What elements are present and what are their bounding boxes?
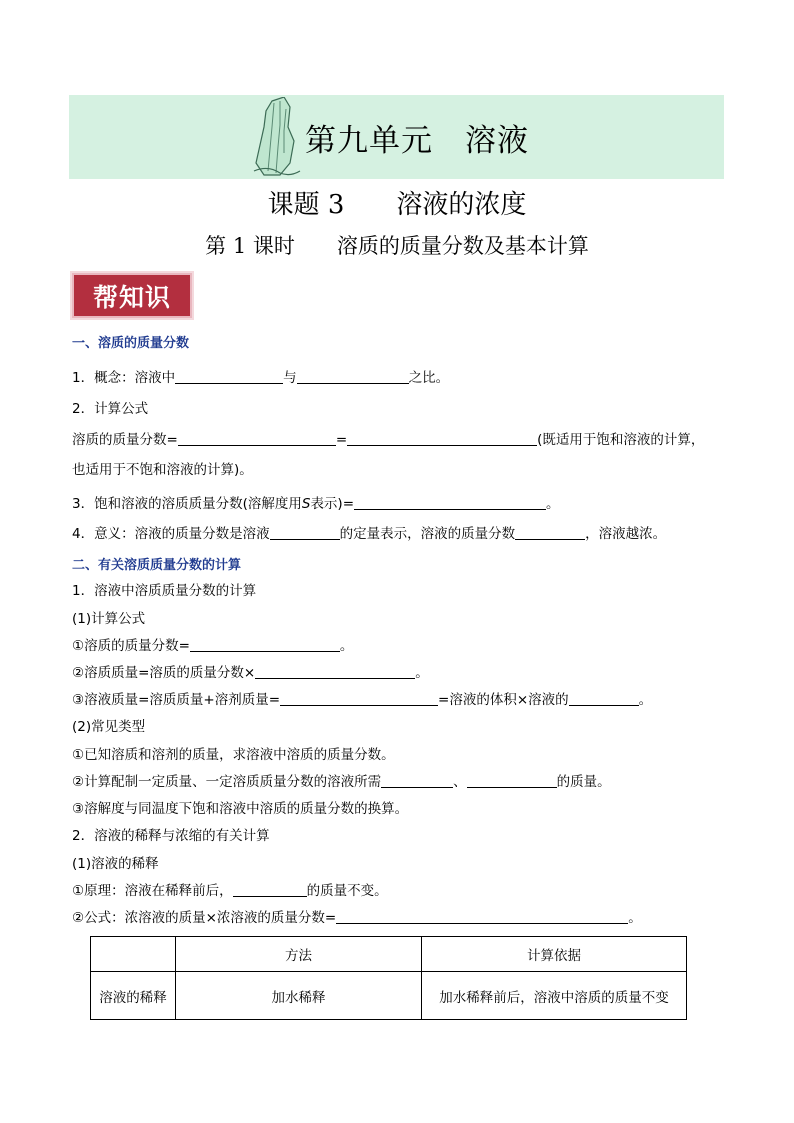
blank [255, 664, 415, 679]
blank [175, 369, 283, 384]
dilution-formula: ②公式：浓溶液的质量×浓溶液的质量分数= 。 [72, 910, 642, 926]
type-1: ①已知溶质和溶剂的质量，求溶液中溶质的质量分数。 [72, 747, 395, 763]
period-title: 第 1 课时 溶质的质量分数及基本计算 [205, 234, 589, 258]
blank [354, 495, 546, 510]
lesson-title: 课题 3 溶液的浓度 [267, 190, 527, 220]
formula-1: ①溶质的质量分数= 。 [72, 638, 354, 654]
blank [190, 637, 340, 652]
table-header-cell [91, 937, 176, 972]
blank [569, 691, 639, 706]
common-types-heading: (2)常见类型 [72, 719, 146, 735]
dilution-table [90, 936, 687, 1020]
blank [178, 431, 336, 446]
formula-2: ②溶质质量=溶质的质量分数× 。 [72, 665, 429, 681]
blank [381, 773, 453, 788]
blank [467, 773, 557, 788]
blank [233, 882, 307, 897]
formula-note: 也适用于不饱和溶液的计算)。 [72, 462, 253, 478]
type-3: ③溶解度与同温度下饱和溶液中溶质的质量分数的换算。 [72, 801, 409, 817]
dilution-heading: (1)溶液的稀释 [72, 856, 159, 872]
blank [297, 369, 409, 384]
subsection-1: 1．溶液中溶质质量分数的计算 [72, 583, 257, 599]
blank [336, 909, 628, 924]
badge-label: 帮知识 [92, 283, 171, 312]
waterfall-rock-icon [250, 97, 304, 177]
table-cell: 加水稀释 [176, 972, 422, 1020]
formula-heading: 2．计算公式 [72, 401, 149, 417]
formula-line: 溶质的质量分数= = (既适用于饱和溶液的计算， [72, 432, 705, 448]
type-2: ②计算配制一定质量、一定溶质质量分数的溶液所需 、 的质量。 [72, 774, 611, 790]
unit-title: 第九单元 溶液 [305, 123, 529, 159]
table-cell: 加水稀释前后，溶液中溶质的质量不变 [422, 972, 687, 1020]
section-badge [72, 273, 192, 318]
formula-3: ③溶液质量=溶质质量+溶剂质量= =溶液的体积×溶液的 。 [72, 692, 653, 708]
subsection-2: 2．溶液的稀释与浓缩的有关计算 [72, 828, 270, 844]
table-header-cell: 方法 [176, 937, 422, 972]
blank [270, 525, 340, 540]
meaning-line: 4．意义：溶液的质量分数是溶液 的定量表示，溶液的质量分数 ，溶液越浓。 [72, 526, 667, 542]
blank [347, 431, 537, 446]
table-header-cell: 计算依据 [422, 937, 687, 972]
concept-line: 1．概念：溶液中 与 之比。 [72, 370, 450, 386]
section1-heading: 一、溶质的质量分数 [72, 336, 190, 351]
table-row [91, 972, 687, 1020]
section2-heading: 二、有关溶质质量分数的计算 [72, 558, 242, 573]
table-header-row [91, 937, 687, 972]
dilution-principle: ①原理：溶液在稀释前后， 的质量不变。 [72, 883, 388, 899]
blank [280, 691, 438, 706]
blank [515, 525, 585, 540]
calc-formula-heading: (1)计算公式 [72, 611, 146, 627]
saturated-line: 3．饱和溶液的溶质质量分数(溶解度用S表示)= 。 [72, 496, 560, 512]
table-cell: 溶液的稀释 [91, 972, 176, 1020]
